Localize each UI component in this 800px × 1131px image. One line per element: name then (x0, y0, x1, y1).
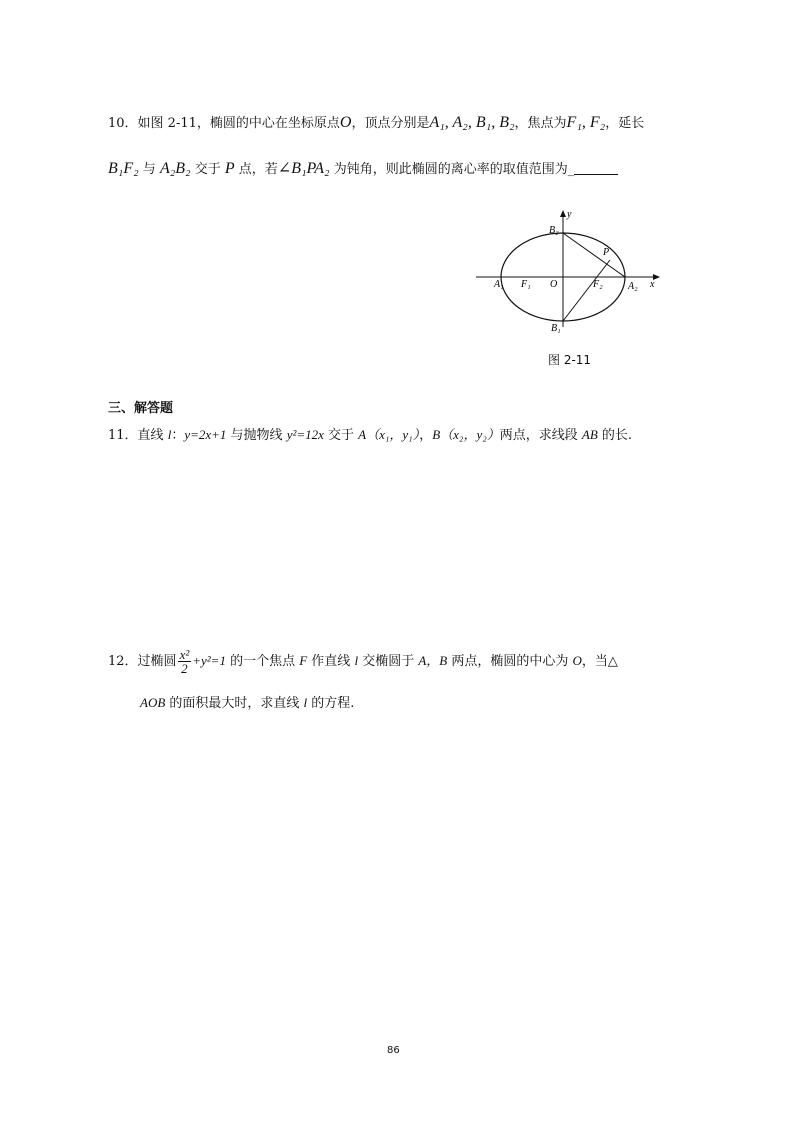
q12-line1 (108, 648, 618, 675)
q12-points-ab: A，B (418, 653, 448, 668)
q10-text-7: 点，若 (234, 162, 278, 177)
q11-point-b: B（x₂，y₂） (432, 427, 500, 442)
q12-equation: +y²=1 (192, 653, 226, 668)
q10-foci: F₁, F₂ (566, 114, 606, 131)
q10-text-4: ，延长 (605, 116, 645, 131)
q11-text-5: ， (419, 428, 433, 443)
q11-text-4: 交于 (323, 428, 359, 443)
q12-fraction-numerator: x² (179, 647, 190, 662)
label-f2: F₂ (593, 279, 603, 290)
q11-line-equation: y=2x+1 (184, 427, 227, 442)
q12-line2 (140, 692, 354, 711)
q12-text-5: 两点，椭圆的中心为 (447, 654, 573, 669)
q10-line2 (108, 158, 618, 178)
q12-text-4: 交椭圆于 (358, 654, 419, 669)
label-b1: B₁ (551, 323, 561, 334)
q10-text-2: ，顶点分别是 (351, 116, 430, 131)
q11-point-a: A（x₁，y₁） (358, 427, 420, 442)
label-a2: A₂ (628, 281, 638, 292)
q11-text-1: 直线 (137, 428, 168, 443)
label-y: y (567, 209, 572, 220)
q12-center-o: O (572, 653, 582, 668)
q10-text-1: 如图 2-11，椭圆的中心在坐标原点 (137, 116, 340, 131)
q10-answer-blank (574, 162, 618, 175)
q12-text-7: 的面积最大时，求直线 (165, 696, 304, 711)
q12-fraction (178, 648, 192, 675)
q10-segment-b1f2: B₁F₂ (108, 160, 139, 177)
figure-caption: 图 2-11 (548, 353, 592, 367)
q12-fraction-denominator: 2 (181, 661, 188, 676)
label-b2: B₂ (549, 225, 559, 236)
q11-parabola-equation: y²=12x (286, 427, 324, 442)
label-f1: F₁ (521, 279, 531, 290)
label-x: x (650, 279, 655, 290)
q10-segment-a2b2: A₂B₂ (159, 160, 191, 177)
q11-number: 11． (108, 428, 138, 443)
q10-vertices: A₁, A₂, B₁, B₂ (429, 114, 515, 131)
q12-text-3: 作直线 (307, 654, 355, 669)
q12-text-8: 的方程. (307, 696, 355, 711)
q11-segment-ab: AB (581, 427, 598, 442)
section-heading: 三、解答题 (108, 401, 174, 416)
q10-text-3: ，焦点为 (514, 116, 567, 131)
q12-text-2: 的一个焦点 (225, 654, 300, 669)
q10-number: 10． (108, 116, 138, 131)
label-a1: A₁ (494, 279, 504, 290)
q10-origin: O (339, 114, 352, 131)
q11-text-3: 与抛物线 (226, 428, 287, 443)
q10-angle: ∠B₁PA₂ (277, 160, 330, 177)
q11-line-l: l (167, 427, 172, 442)
q12-text-1: 过椭圆 (137, 654, 177, 669)
q11-text-6: 两点，求线段 (499, 428, 582, 443)
label-o: O (550, 279, 558, 290)
q12-line-l2: l (303, 695, 308, 710)
q10-text-6: 交于 (190, 162, 225, 177)
q10-text-8: 为钝角，则此椭圆的离心率的取值范围为 (329, 162, 568, 177)
q10-point-p: P (224, 160, 235, 177)
line-b1-p (563, 260, 610, 321)
q10-line1 (108, 112, 644, 132)
y-axis-arrow (560, 210, 566, 217)
q10-text-5: 与 (138, 162, 160, 177)
label-p: P (603, 247, 610, 258)
q12-triangle-aob: AOB (140, 695, 166, 710)
ellipse-figure (470, 205, 670, 335)
q12-focus-f: F (299, 653, 308, 668)
q12-number: 12． (108, 654, 138, 669)
q12-line-l: l (354, 653, 359, 668)
page-number: 86 (387, 1045, 400, 1056)
q11-text-2: ： (171, 428, 185, 443)
q10-blank-prefix: _ (567, 162, 575, 177)
q12-text-6: ，当△ (581, 654, 618, 669)
q11-text-7: 的长. (597, 428, 633, 443)
line-b2-a2 (563, 233, 625, 277)
q11-line (108, 424, 632, 443)
